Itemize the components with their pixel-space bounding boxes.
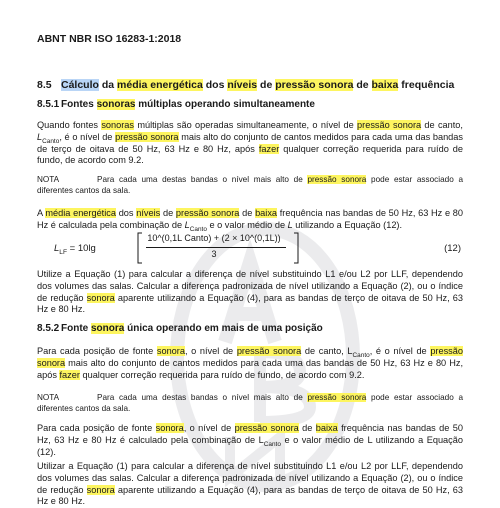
subsection-heading-851: 8.5.1 Fontes sonoras múltiplas operando simultaneamente [37, 99, 315, 110]
standard-header: ABNT NBR ISO 16283-1:2018 [37, 33, 182, 45]
equation-lhs: $L_{LF} = 10\lg$ [54, 243, 96, 256]
section-heading: 8.5 Cálculo da média energética dos níveis de pressão sonora de baixa frequência [37, 79, 455, 91]
note-2: NOTA Para cada uma destas bandas o nível mais alto de pressão sonora pode estar associado a diferentes cantos da sala. [37, 393, 464, 413]
paragraph-level-difference-2: Utilizar a Equação (1) para calcular a diferença de nível substituindo L1 e/ou L2 por LLF, dependendo dos volumes das salas. Calcular a diferença padronizada de nível utilizando a Equação (2), ou o índice de redução sonora aparente utilizando a Equação (4), para as bandas de terço de oitava de 50 Hz, 63 Hz e 80 Hz. [37, 461, 463, 507]
paragraph-corner-level: Quando fontes sonoras múltiplas são operadas simultaneamente, o nível de pressão sonora de canto, $L_{Canto}$, é o nível de pressão sonora mais alto do conjunto de cantos medidos para cada uma das bandas de terço de oitava de 50 Hz, 63 Hz e 80 Hz, após fazer qualquer correção requerida para ruído de fundo, de acordo com 9.2. [37, 120, 464, 166]
fraction-line [146, 247, 286, 248]
paragraph-source-position: Para cada posição de fonte sonora, o nível de pressão sonora de baixa frequência nas bandas de 50 Hz, 63 Hz e 80 Hz é calculado pela combinação de $L_{Canto}$ e o valor médio de L utilizando a Equação (12). [37, 423, 463, 457]
paragraph-level-difference-1: Utilize a Equação (1) para calcular a diferença de nível substituindo L1 e/ou L2 por LLF, dependendo dos volumes das salas. Calcular a diferença padronizada de nível utilizando a Equação (2), ou o índice de redução sonora aparente utilizando a Equação (4), para as bandas de terço de oitava de 50 Hz, 63 Hz e 80 Hz. [37, 269, 463, 315]
equation-denominator: 3 [211, 249, 217, 259]
equation-12 [44, 232, 463, 264]
equation-numerator: 10^(0,1L Canto) + (2 × 10^(0,1L)) [147, 233, 281, 243]
paragraph-single-source: Para cada posição de fonte sonora, o nível de pressão sonora de canto, $L_{Canto}$, é o nível de pressão sonora mais alto do conjunto de cantos medidos para cada uma das bandas de 50 Hz, 63 Hz e 80 Hz, após fazer qualquer correção requerida para ruído de fundo, de acordo com 9.2. [37, 346, 463, 380]
note-1: NOTA Para cada uma destas bandas o nível mais alto de pressão sonora pode estar associado a diferentes cantos da sala. [37, 175, 464, 195]
paragraph-energy-average: A média energética dos níveis de pressão sonora de baixa frequência nas bandas de 50 Hz, 63 Hz e 80 Hz é calculada pela combinação de $L_{Canto}$ e o valor médio de L utilizando a Equação (12). [37, 208, 464, 233]
equation-number: (12) [444, 243, 461, 254]
subsection-heading-852: 8.5.2 Fonte sonora única operando em mais de uma posição [37, 323, 323, 334]
section-number: 8.5 [37, 79, 52, 91]
